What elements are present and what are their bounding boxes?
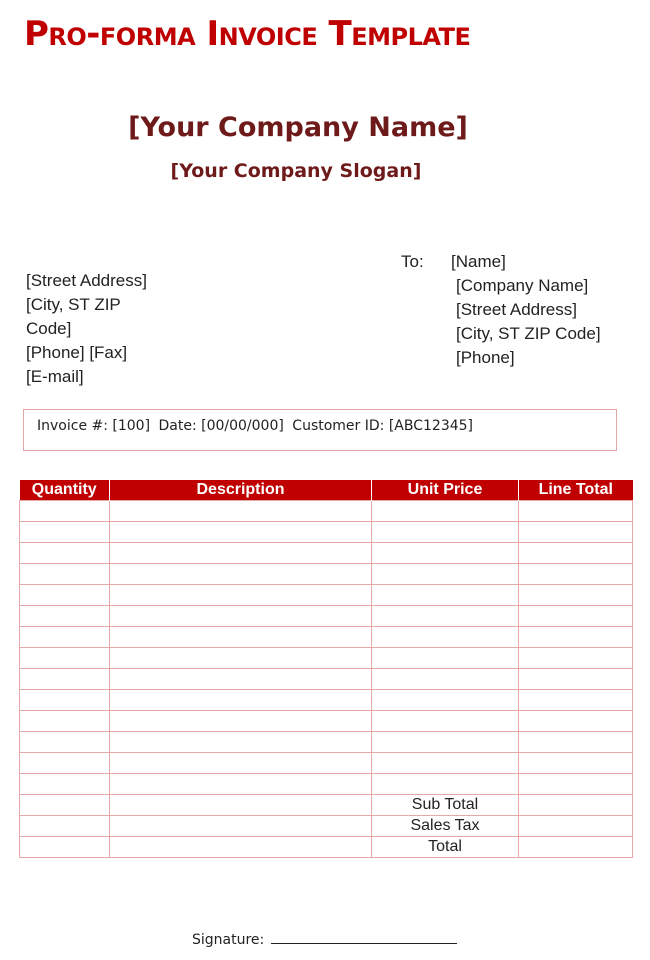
cell-description[interactable] <box>110 648 372 669</box>
column-header-unit-price: Unit Price <box>372 480 519 501</box>
cell-line-total[interactable] <box>519 732 633 753</box>
cell-line-total[interactable] <box>519 753 633 774</box>
recipient-name: [Name] <box>451 252 506 271</box>
line-items-body <box>20 501 633 858</box>
cell-description[interactable] <box>110 543 372 564</box>
cell-description[interactable] <box>110 753 372 774</box>
recipient-line: [Street Address] <box>456 300 577 319</box>
cell-unit-price[interactable] <box>372 606 519 627</box>
cell-description[interactable] <box>110 732 372 753</box>
table-row <box>20 585 633 606</box>
signature-label: Signature: <box>192 932 265 948</box>
cell-totals-label: Sales Tax <box>372 816 519 837</box>
signature-area <box>192 928 457 948</box>
recipient-line: [Phone] <box>456 348 515 367</box>
cell-description[interactable] <box>110 669 372 690</box>
company-name: [Your Company Name] <box>128 112 468 143</box>
cell-description[interactable] <box>110 606 372 627</box>
cell-line-total[interactable] <box>519 690 633 711</box>
sender-line: Code] <box>26 319 72 338</box>
recipient-line: [City, ST ZIP Code] <box>456 324 601 343</box>
table-row <box>20 606 633 627</box>
cell-unit-price[interactable] <box>372 669 519 690</box>
cell-description[interactable] <box>110 711 372 732</box>
cell-quantity[interactable] <box>20 774 110 795</box>
cell-totals-value[interactable] <box>519 837 633 858</box>
cell-unit-price[interactable] <box>372 774 519 795</box>
cell-description[interactable] <box>110 774 372 795</box>
cell-description[interactable] <box>110 837 372 858</box>
cell-quantity[interactable] <box>20 732 110 753</box>
cell-line-total[interactable] <box>519 774 633 795</box>
totals-row <box>20 795 633 816</box>
cell-description[interactable] <box>110 690 372 711</box>
to-label: To: <box>401 252 424 271</box>
cell-line-total[interactable] <box>519 648 633 669</box>
totals-row <box>20 816 633 837</box>
cell-quantity[interactable] <box>20 543 110 564</box>
cell-unit-price[interactable] <box>372 585 519 606</box>
company-slogan: [Your Company Slogan] <box>170 160 422 182</box>
cell-quantity[interactable] <box>20 585 110 606</box>
cell-quantity[interactable] <box>20 648 110 669</box>
sender-line: [Street Address] <box>26 271 147 290</box>
table-row <box>20 774 633 795</box>
customer-id: Customer ID: [ABC12345] <box>292 418 473 434</box>
recipient-line: [Company Name] <box>456 276 589 295</box>
cell-description[interactable] <box>110 564 372 585</box>
cell-line-total[interactable] <box>519 585 633 606</box>
table-row <box>20 648 633 669</box>
cell-quantity[interactable] <box>20 627 110 648</box>
table-row <box>20 669 633 690</box>
cell-unit-price[interactable] <box>372 627 519 648</box>
cell-quantity[interactable] <box>20 816 110 837</box>
line-items-table <box>19 480 633 858</box>
table-row <box>20 522 633 543</box>
document-title: Pro-forma Invoice Template <box>24 14 471 54</box>
cell-unit-price[interactable] <box>372 648 519 669</box>
cell-unit-price[interactable] <box>372 501 519 522</box>
cell-unit-price[interactable] <box>372 753 519 774</box>
cell-description[interactable] <box>110 816 372 837</box>
cell-line-total[interactable] <box>519 606 633 627</box>
column-header-quantity: Quantity <box>20 480 110 501</box>
cell-totals-value[interactable] <box>519 816 633 837</box>
table-row <box>20 543 633 564</box>
cell-unit-price[interactable] <box>372 522 519 543</box>
table-row <box>20 711 633 732</box>
cell-unit-price[interactable] <box>372 690 519 711</box>
cell-description[interactable] <box>110 522 372 543</box>
invoice-date: Date: [00/00/000] <box>158 418 284 434</box>
table-row <box>20 690 633 711</box>
cell-quantity[interactable] <box>20 753 110 774</box>
cell-unit-price[interactable] <box>372 732 519 753</box>
column-header-line-total: Line Total <box>519 480 633 501</box>
cell-totals-label: Sub Total <box>372 795 519 816</box>
sender-line: [E-mail] <box>26 367 84 386</box>
cell-line-total[interactable] <box>519 543 633 564</box>
invoice-number: Invoice #: [100] <box>37 418 151 434</box>
cell-description[interactable] <box>110 501 372 522</box>
table-header-row <box>20 480 633 501</box>
cell-line-total[interactable] <box>519 501 633 522</box>
cell-quantity[interactable] <box>20 522 110 543</box>
cell-quantity[interactable] <box>20 564 110 585</box>
sender-line: [Phone] [Fax] <box>26 343 128 362</box>
cell-quantity[interactable] <box>20 501 110 522</box>
table-row <box>20 627 633 648</box>
cell-line-total[interactable] <box>519 627 633 648</box>
cell-description[interactable] <box>110 795 372 816</box>
signature-line[interactable] <box>271 928 457 944</box>
cell-quantity[interactable] <box>20 837 110 858</box>
column-header-description: Description <box>110 480 372 501</box>
cell-unit-price[interactable] <box>372 543 519 564</box>
table-row <box>20 753 633 774</box>
cell-quantity[interactable] <box>20 606 110 627</box>
recipient-address-block <box>456 274 601 370</box>
cell-line-total[interactable] <box>519 669 633 690</box>
cell-totals-value[interactable] <box>519 795 633 816</box>
cell-totals-label: Total <box>372 837 519 858</box>
cell-line-total[interactable] <box>519 711 633 732</box>
table-row <box>20 501 633 522</box>
cell-description[interactable] <box>110 585 372 606</box>
cell-unit-price[interactable] <box>372 711 519 732</box>
cell-line-total[interactable] <box>519 564 633 585</box>
sender-address-block <box>26 269 147 389</box>
sender-line: [City, ST ZIP <box>26 295 121 314</box>
cell-quantity[interactable] <box>20 795 110 816</box>
table-row <box>20 732 633 753</box>
cell-quantity[interactable] <box>20 711 110 732</box>
totals-row <box>20 837 633 858</box>
cell-unit-price[interactable] <box>372 564 519 585</box>
cell-quantity[interactable] <box>20 690 110 711</box>
cell-line-total[interactable] <box>519 522 633 543</box>
table-row <box>20 564 633 585</box>
cell-description[interactable] <box>110 627 372 648</box>
cell-quantity[interactable] <box>20 669 110 690</box>
invoice-info-box <box>23 409 617 451</box>
